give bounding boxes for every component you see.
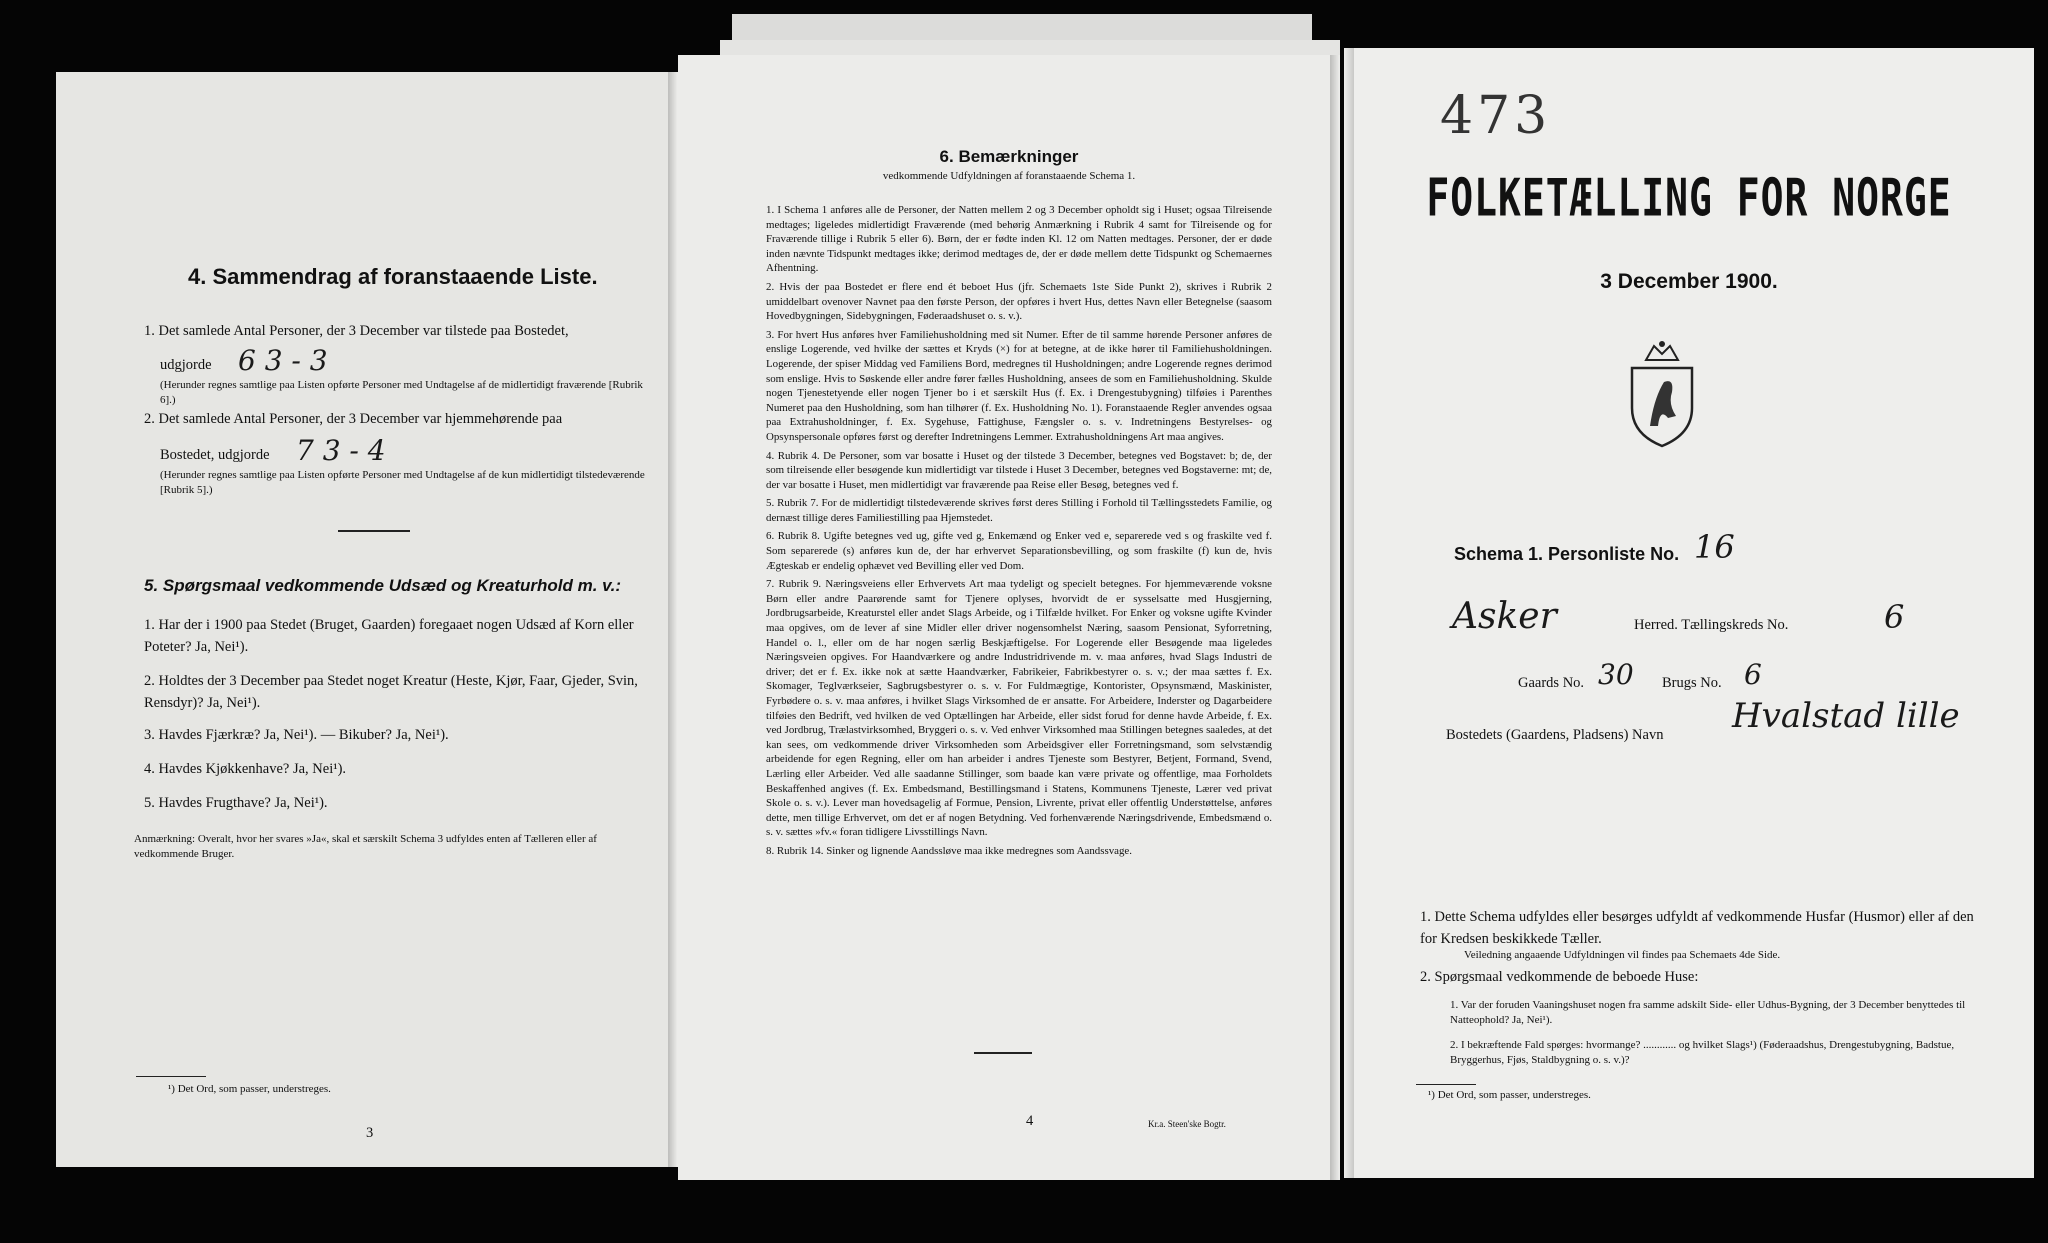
divider [974, 1052, 1032, 1054]
schema-label: Schema 1. Personliste No. [1454, 544, 1680, 564]
q1-line: 1. Det samlede Antal Personer, der 3 December var tilstede paa Bostedet, [144, 323, 569, 339]
page-fold [668, 72, 678, 1167]
page-number: 4 [1026, 1113, 1034, 1129]
q2-line: 2. Det samlede Antal Personer, der 3 December var hjemmehørende paa [144, 411, 563, 427]
question-3: 3. Havdes Fjærkræ? Ja, Nei¹). — Bikuber? Ja, Nei¹). [144, 727, 449, 743]
brugs-label: Brugs No. [1662, 675, 1722, 691]
divider [338, 530, 410, 532]
section-5-title: 5. Spørgsmaal vedkommende Udsæd og Kreaturhold m. v.: [144, 576, 622, 595]
archive-number-handwritten: 473 [1440, 86, 1552, 146]
remark-item-3: 3. For hvert Hus anføres hver Familiehusholdning med sit Numer. Efter de til samme hørende Personer anføres de enslige Logerende, ved hvilke der sættes et Kryds (×) for at betegne, at de ikke hører til Familiehusholdningen. Logerende, der spiser Middag ved Familiens Bord, medregnes til Husholdningen; andre Logerende regnes derimod som enslige. Hvis to Søskende eller andre fører fælles Husholdning, ansees de som en Familiehusholdning. Skulde nogen Tjenestetyende eller nogen Tjener bo i et særskilt Hus (f. Ex. i Drengestubygning) tilføies i Parenthes Numeret paa den Husholdning, som han tilhører (f. Ex. Husholdning No. 1). Foranstaaende Regler anvendes ogsaa paa Extrahusholdninger, f. Ex. Sygehuse, Fattighuse, Fængsler o. s. v. Indretningens Bestyrelses- og Opsynspersonale opføres først og derefter Indretningens Lemmer. Extrahusholdningens Art maa angives. [766, 328, 1272, 443]
q1-handwritten-value: 6 3 - 3 [238, 344, 328, 377]
form-title: FOLKETÆLLING FOR NORGE [1426, 168, 1952, 228]
question-5: 5. Havdes Frugthave? Ja, Nei¹). [144, 795, 328, 811]
instruction-2: 2. Spørgsmaal vedkommende de beboede Huse: [1420, 969, 1699, 985]
remarks-title: 6. Bemærkninger [939, 147, 1079, 166]
gaards-value: 30 [1598, 658, 1634, 691]
question-2: 2. Holdtes der 3 December paa Stedet noget Kreatur (Heste, Kjør, Faar, Gjeder, Svin, Rensdyr)? Ja, Nei¹). [144, 673, 638, 711]
herred-label: Herred. Tællingskreds No. [1634, 617, 1789, 633]
remarks-list [766, 203, 1272, 863]
printer-mark: Kr.a. Steen'ske Bogtr. [1148, 1119, 1226, 1129]
q1-note: (Herunder regnes samtlige paa Listen opførte Personer med Undtagelse af de midlertidigt fraværende [Rubrik 6].) [160, 379, 643, 406]
instruction-1: 1. Dette Schema udfyldes eller besørges udfyldt af vedkommende Husfar (Husmor) eller af den for Kredsen beskikkede Tæller. [1420, 909, 1974, 947]
question-4: 4. Havdes Kjøkkenhave? Ja, Nei¹). [144, 761, 347, 777]
kreds-value: 6 [1884, 598, 1905, 636]
remark-item-8: 8. Rubrik 14. Sinker og lignende Aandssløve maa ikke medregnes som Aandssvage. [766, 844, 1132, 857]
page-summary [56, 72, 678, 1167]
q2-note: (Herunder regnes samtlige paa Listen opførte Personer med Undtagelse af de kun midlertidigt tilstedeværende [Rubrik 5].) [160, 469, 645, 496]
page-title [1344, 48, 2034, 1178]
remark-item-6: 6. Rubrik 8. Ugifte betegnes ved ug, gifte ved g, Enkemænd og Enker ved e, separerede ved s og fraskilte ved f. Som separerede (s) anføres kun de, der har erhvervet Separationsbevilling, og som fraskilte (f) kun de, hvis Ægteskab er endelig ophævet ved Bevilling eller ved Dom. [766, 530, 1272, 572]
footnote-rule [1416, 1084, 1476, 1085]
q2-prefix: Bostedet, udgjorde [160, 447, 270, 463]
gaards-label: Gaards No. [1518, 675, 1585, 691]
instruction-1-sub: Veiledning angaaende Udfyldningen vil findes paa Schemaets 4de Side. [1464, 949, 1781, 961]
form-date: 3 December 1900. [1600, 270, 1778, 293]
schema-number: 16 [1694, 528, 1735, 566]
brugs-value: 6 [1744, 658, 1762, 691]
footnote: ¹) Det Ord, som passer, understreges. [1428, 1089, 1591, 1101]
herred-value: Asker [1452, 596, 1557, 637]
remark-item-4: 4. Rubrik 4. De Personer, som var bosatte i Huset og der tilstede 3 December, betegnes ved Bogstavet: b; de, der som tilreisende eller besøgende kun midlertidigt var tilstede i Huset 3 December, betegnes ved Bogstaverne: mt; de, der var bosatte i Huset, men midlertidigt var fraværende paa Reise eller Besøg, betegnes ved f. [766, 449, 1272, 491]
question-1: 1. Har der i 1900 paa Stedet (Bruget, Gaarden) foregaaet nogen Udsæd af Korn eller Poteter? Ja, Nei¹). [144, 617, 634, 655]
page-number: 3 [366, 1125, 374, 1141]
bosted-value: Hvalstad lille [1732, 696, 1960, 736]
remark-item-7: 7. Rubrik 9. Næringsveiens eller Erhvervets Art maa tydeligt og specielt betegnes. For hjemmeværende voksne Børn eller andre Paarørende samt for Tjenere oplyses, hvorvidt de er sysselsatte med Husgjerning, Jordbrugsarbeide, Kreaturstel eller andet Slags Arbeide, og i Tilfælde hvilket. For Enker og voksne ugifte Kvinder maa opgives, om de lever af sine Midler eller driver nogensomhelst Næring, saasom Pensionat, Syforretning, Handel o. l., eller om de har nogen særlig Beskjæftigelse. For Logerende eller Besøgende maa ligeledes Næringsveien opgives. For Haandværkere og andre Industridrivende m. v. maa anføres, hvad Slags Industri de driver; det er f. Ex. ikke nok at sætte Haandværker, Fabrikeier, Fabrikbestyrer o. s. v.; der maa sættes f. Ex. Skomager, Teglværkseier, Sagbrugsbestyrer o. s. v. For Fuldmægtige, Kontorister, Opsynsmænd, Maskinister, Fyrbødere o. s. v. maa anføres, i hvilket Slags Virksomhed de er ansatte. For Arbeidere, Inderster og Dagarbeidere tilføies den Bedrift, ved hvilken de ved Optællingen har Arbeide, eller sidst forud for denne havde Arbeide, f. Ex. ved Jordbrug, Trælastvirksomhed, Bryggeri o. s. v. Ved enhver Virksomhed maa Stillingen betegnes saaledes, at det kan sees, om vedkommende driver Virksomheden som Arbeidsgiver eller Forretningsmand, som selvstændig arbeidende for egen Regning, eller om han arbeider i andres Tjeneste som Bestyrer, Betjent, Formand, Svend, Lærling eller Arbeider. Ved alle saadanne Stillinger, som baade kan være private og offentlige, maa Forholdets Beskaffenhed angives (f. Ex. Embedsmand, Bestillingsmand i Statens, Kommunens Tjeneste, Lærer ved privat Skole o. s. v.). Lever man hovedsagelig af Formue, Pension, Livrente, privat eller offentlig Understøttelse, anføres dette, men tillige Erhvervet, om det er af nogen Betydning. Ved forhenværende Næringsdrivende, Embedsmænd o. s. v. sættes »fv.« foran tidligere Livsstillings Navn. [766, 578, 1272, 839]
remark-item-2: 2. Hvis der paa Bostedet er flere end ét beboet Hus (jfr. Schemaets 1ste Side Punkt 2), skrives i Rubrik 2 umiddelbart ovenover Navnet paa den første Person, der opføres i hvert Hus, dettes Navn eller Betegnelse (saasom Hovedbygningen, Sidebygningen, Føderaadshuset o. s. v.). [766, 280, 1272, 323]
section-4-title: 4. Sammendrag af foranstaaende Liste. [188, 264, 598, 289]
q1-prefix: udgjorde [160, 357, 212, 373]
remark-item-5: 5. Rubrik 7. For de midlertidigt tilstedeværende skrives først deres Stilling i Forhold til Tællingsstedets Familie, og dernæst tillige deres Familiestilling paa Hjemstedet. [766, 497, 1272, 524]
bosted-label: Bostedets (Gaardens, Pladsens) Navn [1446, 727, 1664, 743]
q2-handwritten-value: 7 3 - 4 [296, 434, 386, 467]
remarks-subtitle: vedkommende Udfyldningen af foranstaaende Schema 1. [882, 170, 1136, 182]
instruction-2-q1: 1. Var der foruden Vaaningshuset nogen fra samme adskilt Side- eller Udhus-Bygning, der 3 December benyttedes til Natteophold? Ja, Nei¹). [1450, 999, 1966, 1026]
page-fold [1330, 55, 1340, 1180]
coat-of-arms-icon [1624, 338, 1700, 450]
remark: Anmærkning: Overalt, hvor her svares »Ja«, skal et særskilt Schema 3 udfyldes enten af Tælleren eller af vedkommende Bruger. [134, 833, 597, 860]
footnote-rule [136, 1076, 206, 1077]
instruction-2-q2: 2. I bekræftende Fald spørges: hvormange? ............ og hvilket Slags¹) (Føderaadshus, Drengestubygning, Badstue, Bryggerhus, Fjøs, Staldbygning o. s. v.)? [1450, 1039, 1955, 1066]
page-remarks [678, 55, 1340, 1180]
remark-item-1: 1. I Schema 1 anføres alle de Personer, der Natten mellem 2 og 3 December opholdt sig i Huset; ogsaa Tilreisende medtages; ligeledes midlertidigt Fraværende (med behørig Anmærkning i Rubrik 4 samt for Tilreisende og for Fraværende tillige i Rubrik 5 eller 6). Børn, der er fødte inden Kl. 12 om Natten medtages. Personer, der er døde inden nævnte Tidspunkt medtages ikke; derimod medtages de, der er døde mellem dette Tidspunkt og Schemaernes Afhentning. [766, 204, 1272, 275]
footnote: ¹) Det Ord, som passer, understreges. [168, 1083, 331, 1095]
